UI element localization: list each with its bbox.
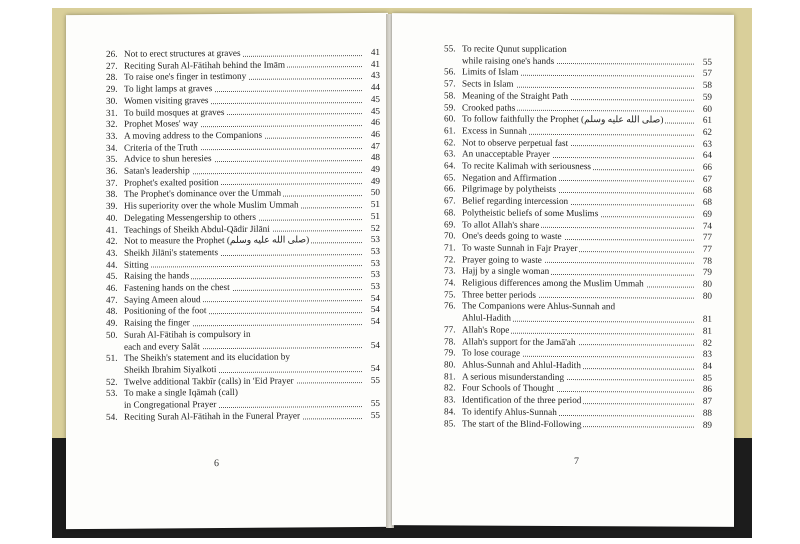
toc-entry-title: Excess in Sunnah (462, 125, 527, 136)
toc-entry-page: 60 (702, 103, 712, 114)
toc-entry-number: 44. (106, 259, 118, 270)
toc-entry-title: The Companions were Ahlus-Sunnah and (462, 300, 616, 312)
toc-entry-number: 64. (444, 160, 456, 171)
toc-entry-title: To make a single Iqāmah (call) (124, 387, 238, 399)
toc-entry-page: 81 (702, 325, 712, 336)
toc-entry-number: 55. (444, 43, 456, 54)
toc-entry-number: 51. (106, 353, 118, 364)
toc-entry-title: His superiority over the whole Muslim Ummah (124, 199, 299, 211)
toc-entry-title: To recite Qunut supplication (462, 43, 567, 55)
toc-entry-page: 47 (370, 140, 380, 151)
right-page-number: 7 (574, 456, 579, 468)
toc-entry-number: 42. (106, 236, 118, 247)
toc-entry-page: 58 (702, 79, 712, 90)
toc-entry-page: 80 (702, 290, 712, 301)
toc-entry-title: Negation and Affirmation (462, 172, 557, 183)
toc-entry-page: 53 (370, 245, 380, 256)
toc-entry-page: 64 (702, 150, 712, 161)
toc-entry-number: 26. (106, 48, 118, 59)
toc-entry-title: The Sheikh's statement and its elucidation by (124, 351, 290, 364)
toc-entry-number: 34. (106, 142, 118, 153)
toc-entry-number: 71. (444, 242, 456, 253)
toc-entry-number: 38. (106, 189, 118, 200)
toc-entry-number: 77. (444, 324, 456, 335)
toc-entry-page: 43 (370, 70, 380, 81)
toc-entry-title: each and every Salāt (124, 340, 200, 352)
toc-entry-page: 62 (702, 126, 712, 137)
toc-entry-number: 32. (106, 118, 118, 130)
toc-entry-title: An unacceptable Prayer (462, 148, 550, 160)
toc-entry-number: 66. (444, 183, 456, 194)
toc-entry-number: 47. (106, 294, 118, 305)
right-contents-list (444, 43, 712, 431)
toc-entry-page: 45 (370, 93, 380, 104)
toc-entry-number: 67. (444, 195, 456, 206)
toc-entry-title: To follow faithfully the Prophet (صلى الله عليه وسلم) (462, 113, 664, 125)
toc-entry-page: 53 (370, 269, 380, 280)
toc-entry-page: 78 (702, 255, 712, 266)
toc-entry-number: 76. (444, 300, 456, 311)
toc-entry-page: 49 (370, 163, 380, 175)
toc-entry-number: 82. (444, 382, 456, 393)
toc-entry-page: 54 (370, 316, 380, 327)
toc-entry-page: 80 (702, 278, 712, 289)
toc-entry-title: To identify Ahlus-Sunnah (462, 406, 557, 417)
toc-entry-title: Reciting Surah Al-Fātihah behind the Imām (124, 59, 286, 71)
toc-entry-number: 65. (444, 172, 456, 183)
toc-entry-page: 46 (370, 117, 380, 128)
toc-entry-title: Polytheistic beliefs of some Muslims (462, 207, 599, 219)
toc-entry-number: 75. (444, 289, 456, 300)
toc-entry-title: To build mosques at graves (124, 106, 225, 118)
toc-entry-title: Allah's Rope (462, 324, 510, 335)
toc-entry-title: Positioning of the foot (124, 305, 207, 317)
toc-entry-number: 54. (106, 411, 118, 422)
toc-entry-title: Hajj by a single woman (462, 265, 550, 277)
toc-entry-number: 63. (444, 148, 456, 159)
toc-entry-number: 43. (106, 247, 118, 258)
toc-entry-number: 62. (444, 137, 456, 148)
left-contents-list (106, 47, 380, 423)
toc-entry-title: Fastening hands on the chest (124, 282, 230, 293)
toc-entry-title: Criteria of the Truth (124, 141, 198, 153)
toc-entry-number: 49. (106, 317, 118, 329)
toc-entry-title: Not to measure the Prophet (صلى الله عليه وسلم) (124, 234, 310, 246)
toc-entry-title: while raising one's hands (462, 55, 555, 66)
toc-entry (444, 418, 712, 431)
toc-entry-page: 51 (370, 210, 380, 221)
toc-entry-page: 44 (370, 82, 380, 93)
toc-entry-title: Delegating Messengership to others (124, 211, 256, 223)
toc-entry-title: Not to erect structures at graves (124, 47, 241, 59)
toc-entry-title: Teachings of Sheikh Abdul-Qādir Jilāni (124, 223, 270, 235)
toc-entry-title: Crooked paths (462, 101, 516, 113)
toc-entry-number: 50. (106, 329, 118, 340)
left-page (66, 13, 388, 529)
toc-entry-number: 45. (106, 271, 118, 282)
toc-entry-number: 85. (444, 417, 456, 428)
toc-entry-title: The start of the Blind-Following (462, 417, 582, 429)
toc-entry-title: Sheikh Jilāni's statements (124, 247, 219, 258)
toc-entry-page: 49 (370, 175, 380, 186)
toc-entry-title: Allah's support for the Jamā'ah (462, 336, 576, 347)
toc-entry-page: 54 (370, 292, 380, 303)
toc-entry-number: 40. (106, 212, 118, 223)
toc-entry-page: 77 (702, 243, 712, 254)
toc-entry-title: Limits of Islam (462, 66, 519, 78)
toc-entry-title: Identification of the three period (462, 394, 582, 406)
toc-entry-number: 41. (106, 224, 118, 235)
toc-entry-title: To raise one's finger in testimony (124, 71, 247, 83)
toc-entry-page: 48 (370, 152, 380, 163)
toc-entry-number: 46. (106, 282, 118, 293)
toc-entry-page: 41 (370, 58, 380, 69)
toc-entry-page: 51 (370, 199, 380, 210)
toc-entry-page: 55 (370, 398, 380, 409)
toc-entry-number: 28. (106, 72, 118, 83)
toc-entry-number: 48. (106, 306, 118, 317)
toc-entry-title: To recite Kalimah with seriousness (462, 160, 591, 172)
toc-entry-page: 81 (702, 313, 712, 324)
toc-entry-page: 67 (702, 173, 712, 184)
toc-entry-title: To waste Sunnah in Fajr Prayer (462, 242, 578, 254)
toc-entry-number: 78. (444, 335, 456, 347)
toc-entry-page: 55 (702, 56, 712, 67)
toc-entry-page: 54 (370, 362, 380, 373)
toc-entry-number: 30. (106, 95, 118, 106)
toc-entry-number: 39. (106, 200, 118, 211)
toc-entry-page: 45 (370, 105, 380, 116)
toc-entry-page: 88 (702, 407, 712, 418)
toc-entry-page: 86 (702, 384, 712, 395)
toc-entry-number: 58. (444, 90, 456, 101)
toc-entry-page: 53 (370, 257, 380, 268)
toc-entry-title: To allot Allah's share (462, 219, 540, 230)
toc-entry-number: 83. (444, 394, 456, 405)
toc-entry-title: Satan's leadership (124, 165, 190, 176)
toc-entry-page: 82 (702, 337, 712, 348)
toc-entry-number: 37. (106, 177, 118, 188)
toc-entry-title: in Congregational Prayer (124, 399, 217, 410)
toc-entry-number: 57. (444, 78, 456, 89)
toc-entry-title: Ahlus-Sunnah and Ahlul-Hadith (462, 359, 581, 371)
toc-entry-title: Pilgrimage by polytheists (462, 183, 556, 195)
toc-entry-title: The Prophet's dominance over the Ummah (124, 188, 282, 200)
toc-entry-title: Reciting Surah Al-Fātihah in the Funeral Prayer (124, 410, 301, 422)
toc-entry-title: Sitting (124, 259, 149, 270)
toc-entry-number: 60. (444, 113, 456, 124)
toc-entry-number: 72. (444, 254, 456, 265)
toc-entry-page: 41 (370, 46, 380, 57)
toc-entry-page: 54 (370, 304, 380, 315)
toc-entry-page: 83 (702, 349, 712, 360)
toc-entry-page: 55 (370, 374, 380, 385)
toc-entry-title: Saying Ameen aloud (124, 293, 201, 305)
toc-entry-page: 50 (370, 187, 380, 198)
toc-entry-number: 29. (106, 83, 118, 94)
toc-entry-page: 74 (702, 220, 712, 231)
toc-entry-number: 27. (106, 60, 118, 71)
toc-entry-number: 56. (444, 66, 456, 77)
toc-entry-page: 57 (702, 68, 712, 79)
right-page (392, 13, 734, 527)
toc-entry-number: 81. (444, 371, 456, 382)
toc-entry-title: Surah Al-Fātihah is compulsory in (124, 328, 251, 340)
toc-entry-title: One's deeds going to waste (462, 230, 562, 242)
toc-entry-page: 61 (702, 114, 712, 125)
toc-entry-page: 46 (370, 128, 380, 139)
toc-entry-page: 66 (702, 161, 712, 172)
toc-entry-title: Meaning of the Straight Path (462, 90, 569, 101)
toc-entry-page: 69 (702, 208, 712, 219)
toc-entry-title: A serious misunderstanding (462, 371, 565, 382)
toc-entry-number: 33. (106, 130, 118, 141)
toc-entry-title: Belief regarding intercession (462, 195, 569, 207)
toc-entry-title: Twelve additional Takbīr (calls) in 'Eid Prayer (124, 375, 294, 387)
toc-entry-title: Prophet Moses' way (124, 118, 199, 129)
toc-entry-title: A moving address to the Companions (124, 129, 263, 141)
toc-entry-title: Raising the finger (124, 317, 190, 328)
toc-entry-number: 70. (444, 230, 456, 241)
toc-entry-page: 79 (702, 267, 712, 278)
toc-entry-page: 85 (702, 372, 712, 383)
toc-entry-number: 74. (444, 277, 456, 288)
toc-entry-page: 89 (702, 419, 712, 430)
toc-entry-number: 69. (444, 218, 456, 229)
toc-entry-page: 53 (370, 234, 380, 245)
toc-entry-title: Religious differences among the Muslim Ummah (462, 277, 644, 289)
toc-entry-page: 87 (702, 395, 712, 406)
toc-entry-number: 68. (444, 207, 456, 218)
toc-entry-title: Advice to shun heresies (124, 153, 212, 165)
toc-entry (106, 410, 380, 424)
toc-entry-title: Prayer going to waste (462, 254, 542, 265)
toc-entry-number: 84. (444, 406, 456, 417)
toc-entry-title: Not to observe perpetual fast (462, 137, 569, 148)
toc-entry-page: 52 (370, 222, 380, 233)
toc-entry-title: Raising the hands (124, 270, 190, 282)
toc-entry-page: 77 (702, 231, 712, 243)
toc-entry-number: 73. (444, 265, 456, 276)
toc-entry-number: 52. (106, 376, 118, 387)
toc-entry-number: 31. (106, 107, 118, 118)
toc-entry-number: 59. (444, 101, 456, 112)
toc-entry-page: 63 (702, 138, 712, 149)
toc-entry-number: 79. (444, 347, 456, 358)
toc-entry-page: 54 (370, 339, 380, 350)
toc-entry-page: 68 (702, 185, 712, 196)
toc-entry-page: 55 (370, 409, 380, 420)
toc-entry-page: 68 (702, 196, 712, 207)
toc-entry-title: Women visiting graves (124, 94, 209, 106)
toc-entry-number: 61. (444, 125, 456, 136)
toc-entry-number: 36. (106, 165, 118, 176)
toc-entry-page: 59 (702, 91, 712, 102)
toc-entry-title: Sects in Islam (462, 78, 514, 89)
toc-entry-page: 84 (702, 360, 712, 371)
dot-leader (126, 265, 362, 268)
toc-entry-title: Sheikh Ibrahim Siyalkoti (124, 364, 217, 375)
left-page-number: 6 (214, 458, 219, 470)
toc-entry-title: To lose courage (462, 347, 521, 359)
toc-entry-title: Prophet's exalted position (124, 176, 219, 188)
toc-entry-number: 80. (444, 359, 456, 370)
toc-entry-number: 53. (106, 388, 118, 399)
toc-entry-title: Ahlul-Hadith (462, 312, 511, 323)
toc-entry-title: To light lamps at graves (124, 83, 213, 94)
toc-entry-title: Three better periods (462, 289, 536, 300)
toc-entry-number: 35. (106, 154, 118, 165)
toc-entry-page: 53 (370, 280, 380, 292)
toc-entry-title: Four Schools of Thought (462, 382, 554, 394)
